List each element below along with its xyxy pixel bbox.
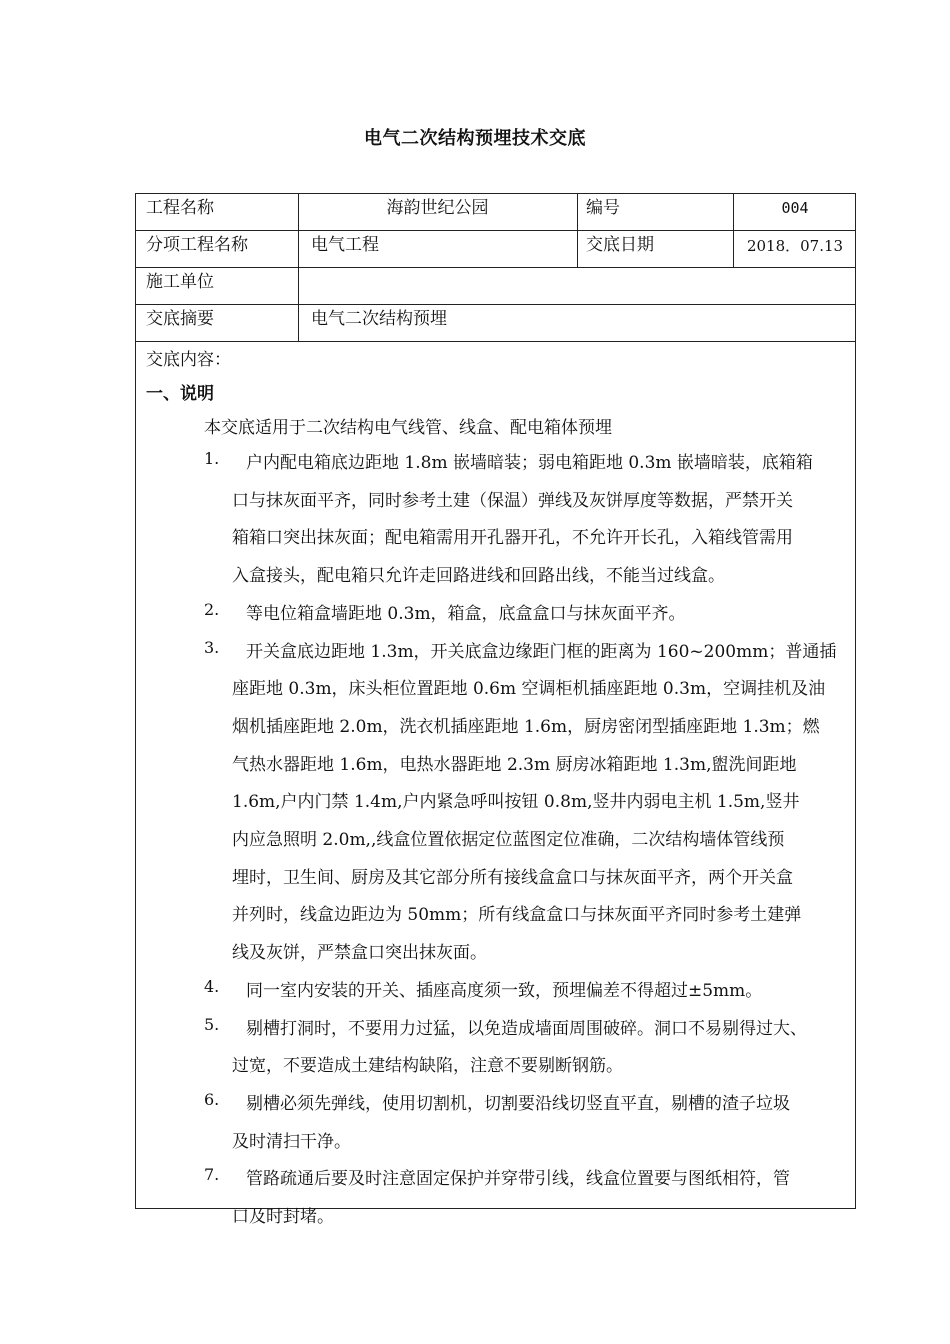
item-text-line: 及时清扫干净。 — [232, 1131, 351, 1152]
item-text-line: 同一室内安装的开关、插座高度须一致，预埋偏差不得超过±5mm。 — [246, 980, 763, 1001]
item-number: 2. — [204, 599, 220, 619]
item-number: 7. — [204, 1165, 220, 1185]
item-number: 3. — [204, 637, 220, 657]
summary-label: 交底摘要 — [146, 309, 214, 329]
item-text-line: 户内配电箱底边距地 1.8m 嵌墙暗装；弱电箱距地 0.3m 嵌墙暗装，底箱箱 — [246, 453, 813, 473]
summary-value: 电气二次结构预埋 — [311, 309, 447, 329]
sub-project-label: 分项工程名称 — [146, 235, 248, 255]
item-text-line: 剔槽必须先弹线，使用切割机，切割要沿线切竖直平直，剔槽的渣子垃圾 — [246, 1093, 790, 1114]
item-text-line: 口及时封堵。 — [232, 1207, 334, 1227]
item-text-line: 等电位箱盒墙距地 0.3m，箱盒，底盒盒口与抹灰面平齐。 — [246, 603, 686, 624]
item-text-line: 管路疏通后要及时注意固定保护并穿带引线，线盒位置要与图纸相符，管 — [246, 1169, 790, 1190]
item-number: 4. — [204, 976, 220, 996]
item-text-line: 口与抹灰面平齐，同时参考土建（保温）弹线及灰饼厚度等数据，严禁开关 — [232, 490, 793, 511]
document-title: 电气二次结构预埋技术交底 — [364, 128, 586, 149]
item-text-line: 座距地 0.3m，床头柜位置距地 0.6m 空调柜机插座距地 0.3m，空调挂机及油 — [232, 679, 826, 700]
item-text-line: 内应急照明 2.0m,,线盒位置依据定位蓝图定位准确，二次结构墙体管线预 — [232, 830, 785, 850]
project-name-value: 海韵世纪公园 — [386, 198, 489, 218]
number-value: 004 — [781, 199, 809, 217]
date-value: 2018．07.13 — [746, 237, 844, 255]
item-text-line: 埋时，卫生间、厨房及其它部分所有接线盒盒口与抹灰面平齐，两个开关盒 — [232, 867, 793, 888]
item-text-line: 并列时，线盒边距边为 50mm；所有线盒盒口与抹灰面平齐同时参考土建弹 — [232, 905, 802, 926]
item-text-line: 入盒接头，配电箱只允许走回路进线和回路出线，不能当过线盒。 — [232, 566, 725, 587]
disclosure-table — [135, 193, 856, 1227]
item-text-line: 烟机插座距地 2.0m，洗衣机插座距地 1.6m，厨房密闭型插座距地 1.3m；燃 — [232, 716, 820, 737]
item-text-line: 剔槽打洞时，不要用力过猛，以免造成墙面周围破碎。洞口不易剔得过大、 — [246, 1018, 807, 1039]
row-summary — [136, 305, 855, 342]
number-label: 编号 — [586, 198, 620, 218]
item-text-line: 箱箱口突出抹灰面；配电箱需用开孔器开孔，不允许开长孔，入箱线管需用 — [232, 528, 793, 549]
item-number: 6. — [204, 1089, 220, 1109]
date-label: 交底日期 — [586, 235, 654, 255]
item-number: 5. — [204, 1014, 220, 1034]
unit-label: 施工单位 — [146, 272, 214, 292]
intro-paragraph: 本交底适用于二次结构电气线管、线盒、配电箱体预埋 — [204, 418, 612, 438]
section-heading: 一、说明 — [146, 384, 214, 404]
item-text-line: 线及灰饼，严禁盒口突出抹灰面。 — [232, 943, 487, 964]
project-name-label: 工程名称 — [146, 198, 214, 218]
item-text-line: 过宽，不要造成土建结构缺陷，注意不要剔断钢筋。 — [232, 1056, 623, 1077]
item-text-line: 开关盒底边距地 1.3m，开关底盒边缘距门框的距离为 160~200mm；普通插 — [246, 641, 837, 662]
content-heading: 交底内容： — [146, 350, 231, 370]
item-text-line: 气热水器距地 1.6m，电热水器距地 2.3m 厨房冰箱距地 1.3m,盥洗间距地 — [232, 754, 797, 775]
item-number: 1. — [204, 449, 220, 468]
row-unit — [136, 268, 855, 305]
col-divider — [577, 194, 578, 268]
item-text-line: 1.6m,户内门禁 1.4m,户内紧急呼叫按钮 0.8m,竖井内弱电主机 1.5m,竖井 — [232, 792, 800, 813]
sub-project-value: 电气工程 — [311, 235, 379, 255]
